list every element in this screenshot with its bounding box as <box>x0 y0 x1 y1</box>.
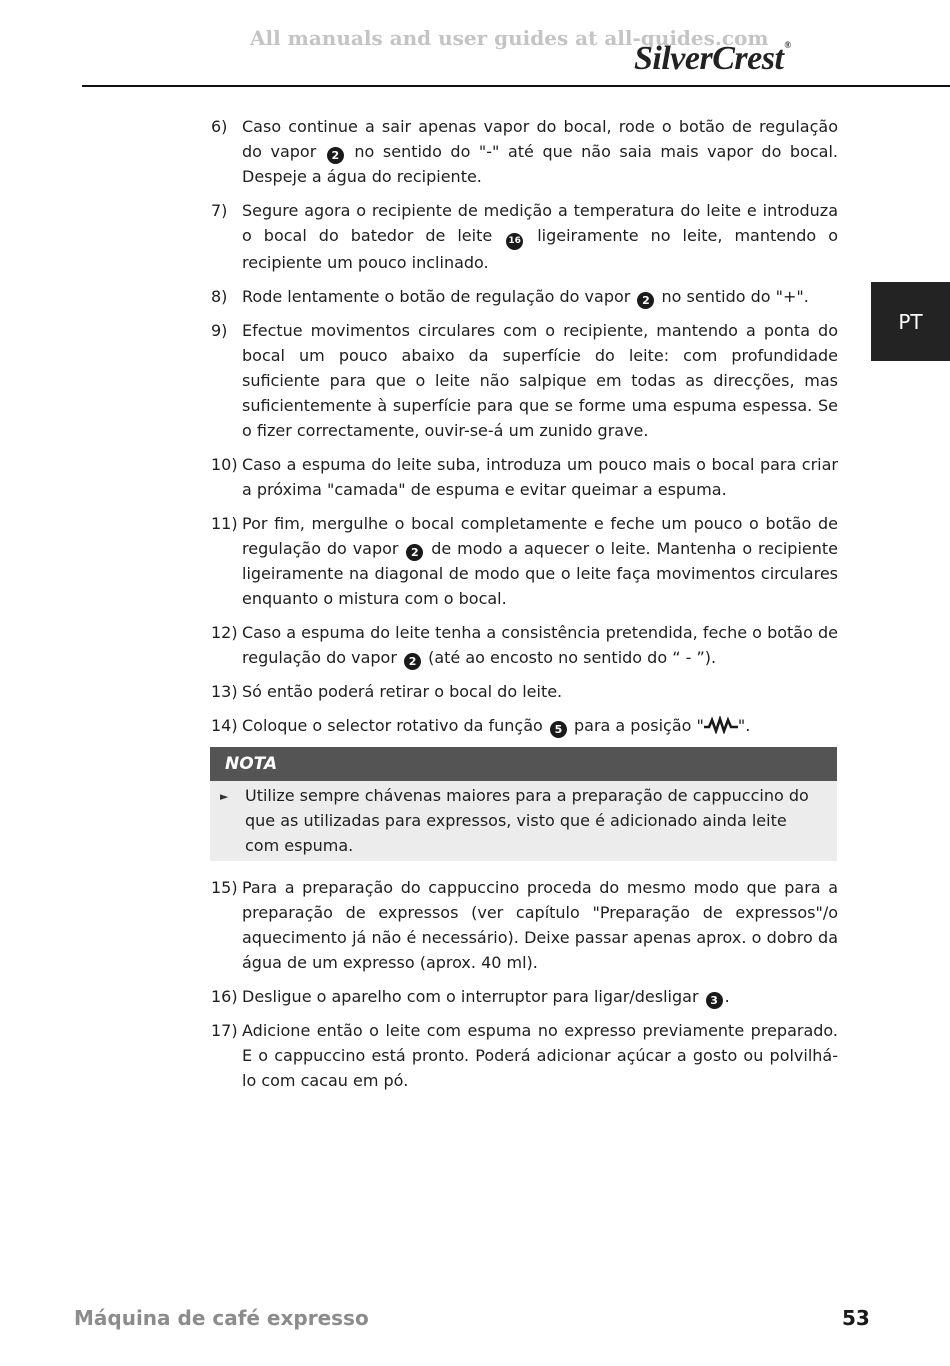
step-16 <box>211 984 838 1009</box>
frother-nozzle-badge: 16 <box>506 233 523 250</box>
note-box <box>210 747 837 861</box>
step-number: 10) <box>211 455 238 474</box>
step-number: 6) <box>211 117 228 136</box>
step-number: 8) <box>211 287 228 306</box>
step-text: Desligue o aparelho com o interruptor para ligar/desligar 3 . <box>242 987 730 1007</box>
step-17 <box>211 1018 838 1093</box>
step-number: 14) <box>211 716 238 735</box>
steam-knob-badge: 2 <box>404 653 421 670</box>
brand-name: SilverCrest <box>634 40 784 77</box>
step-text: Coloque o selector rotativo da função 5 para a posição " ". <box>242 716 751 736</box>
step-text: Caso a espuma do leite tenha a consistência pretendida, feche o botão de regulação do vapor 2 (até ao encosto no sentido do “ - ”). <box>242 623 838 668</box>
steam-knob-badge: 2 <box>406 544 423 561</box>
step-14 <box>211 713 838 738</box>
step-12 <box>211 620 838 670</box>
step-text: Segure agora o recipiente de medição a temperatura do leite e introduza o bocal do batedor de leite 16 ligeiramente no leite, mantendo o recipiente um pouco inclinado. <box>242 201 838 272</box>
step-number: 17) <box>211 1021 238 1040</box>
footer-title: Máquina de café expresso <box>74 1306 369 1330</box>
step-6 <box>211 114 838 189</box>
triangle-right-icon: ► <box>220 790 229 803</box>
step-text: Efectue movimentos circulares com o recipiente, mantendo a ponta do bocal um pouco abaixo da superfície do leite: com profundidade suficiente para que o leite não salpique em todas as direcções, mas suficientemente à superfície para que se forme uma espuma espessa. Se o fizer correctamente, ouvir-se-á um zunido grave. <box>242 321 838 440</box>
note-body <box>210 781 837 861</box>
steam-knob-badge: 2 <box>327 147 344 164</box>
language-tab: PT <box>871 282 950 361</box>
step-number: 9) <box>211 321 228 340</box>
function-selector-badge: 5 <box>550 721 567 738</box>
step-number: 7) <box>211 201 228 220</box>
step-9 <box>211 318 838 443</box>
instructions <box>211 114 838 1102</box>
step-text: Só então poderá retirar o bocal do leite. <box>242 682 563 701</box>
step-10 <box>211 452 838 502</box>
step-8 <box>211 284 838 309</box>
step-text: Caso continue a sair apenas vapor do bocal, rode o botão de regulação do vapor 2 no sentido do "-" até que não saia mais vapor do bocal. Despeje a água do recipiente. <box>242 117 839 186</box>
note-title: NOTA <box>210 747 837 781</box>
step-11 <box>211 511 838 611</box>
step-text: Caso a espuma do leite suba, introduza um pouco mais o bocal para criar a próxima "camada" de espuma e evitar queimar a espuma. <box>242 455 838 499</box>
step-text: Adicione então o leite com espuma no expresso previamente preparado. E o cappuccino está pronto. Poderá adicionar açúcar a gosto ou polvilhá-lo com cacau em pó. <box>242 1021 838 1090</box>
step-text: Por fim, mergulhe o bocal completamente e feche um pouco o botão de regulação do vapor 2 de modo a aquecer o leite. Mantenha o recipiente ligeiramente na diagonal de modo que o leite faça movimentos circulares enquanto o mistura com o bocal. <box>242 514 838 608</box>
step-number: 11) <box>211 514 238 533</box>
step-number: 12) <box>211 623 238 642</box>
steam-wave-icon <box>704 716 738 734</box>
power-switch-badge: 3 <box>706 992 723 1009</box>
step-7 <box>211 198 838 275</box>
steam-knob-badge: 2 <box>637 292 654 309</box>
step-number: 15) <box>211 878 238 897</box>
header-rule <box>82 85 950 87</box>
step-13 <box>211 679 838 704</box>
brand-logo <box>634 40 791 78</box>
watermark: All manuals and user guides at all-guides.com <box>250 26 769 50</box>
registered-mark: ® <box>784 40 791 50</box>
note-text: Utilize sempre chávenas maiores para a preparação de cappuccino do que as utilizadas para expressos, visto que é adicionado ainda leite com espuma. <box>245 786 809 855</box>
step-text: Rode lentamente o botão de regulação do vapor 2 no sentido do "+". <box>242 287 809 307</box>
step-15 <box>211 875 838 975</box>
step-number: 16) <box>211 987 238 1006</box>
step-text: Para a preparação do cappuccino proceda do mesmo modo que para a preparação de expressos (ver capítulo "Preparação de expressos"/o aquecimento já não é necessário). Deixe passar apenas aprox. o dobro da água de um expresso (aprox. 40 ml). <box>242 878 838 972</box>
step-number: 13) <box>211 682 238 701</box>
page-number: 53 <box>842 1306 870 1330</box>
